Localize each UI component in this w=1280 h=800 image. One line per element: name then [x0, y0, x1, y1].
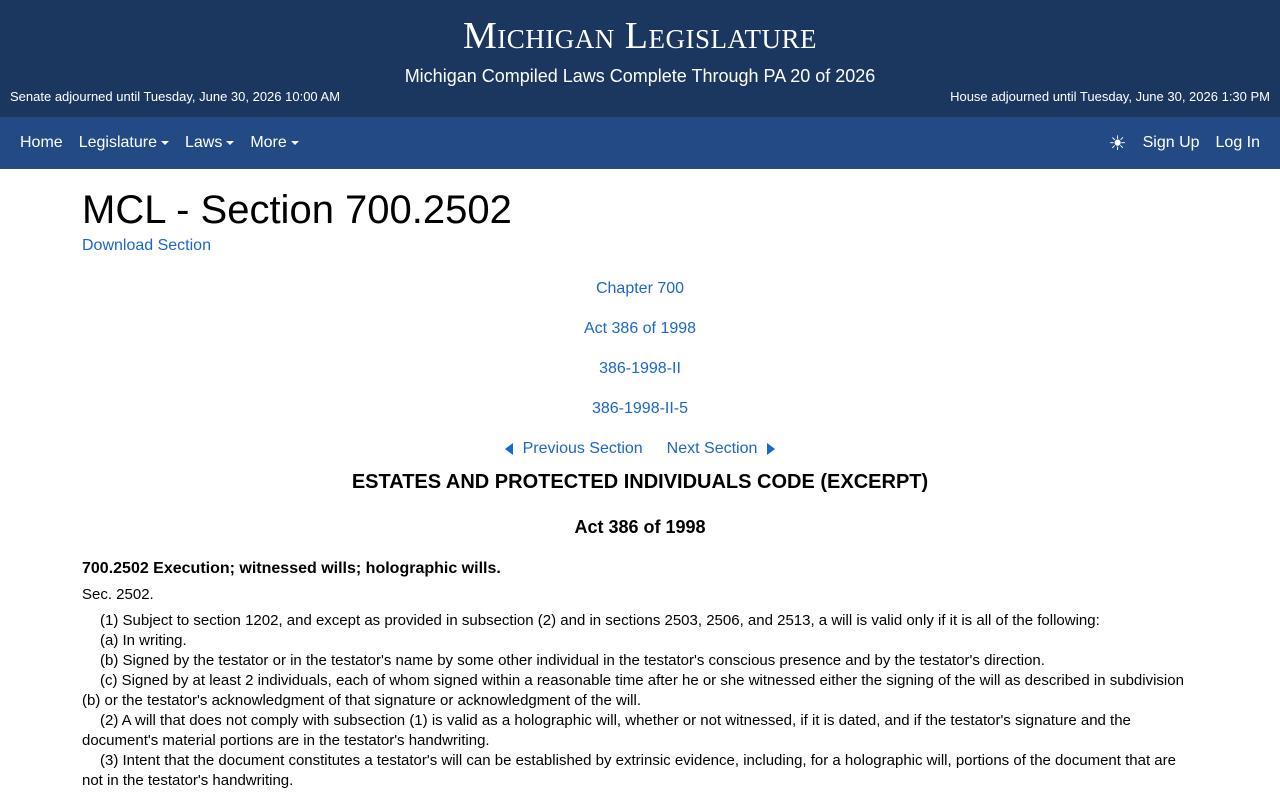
next-section-link[interactable] — [667, 440, 776, 458]
previous-section-label: Previous Section — [522, 440, 643, 457]
main-navbar — [0, 117, 1280, 169]
section-paragraph: (b) Signed by the testator or in the testator's name by some other individual in the testator's conscious presence and by the testator's direction. — [100, 652, 1045, 669]
nav-more-label: More — [250, 134, 287, 151]
section-paragraph: (2) A will that does not comply with subsection (1) is valid as a holographic will, whether or not witnessed, if it is dated, and if the testator's signature and the document's material portions are in the testator's handwriting. — [82, 712, 1131, 749]
section-heading: 700.2502 Execution; witnessed wills; holographic wills. — [82, 560, 501, 577]
triangle-right-icon — [767, 443, 775, 455]
section-number: Sec. 2502. — [82, 586, 154, 603]
section-paragraph: (3) Intent that the document constitutes a testator's will can be established by extrinsic evidence, including, for a holographic will, portions of the document that are not in the testator's handwriting. — [82, 752, 1176, 789]
section-paragraph: (a) In writing. — [100, 632, 187, 649]
top-banner — [0, 0, 1280, 117]
breadcrumb-row — [82, 349, 1198, 389]
code-title: ESTATES AND PROTECTED INDIVIDUALS CODE (EXCERPT) — [351, 471, 929, 493]
nav-left — [20, 134, 315, 152]
nav-legislature-dropdown[interactable] — [79, 134, 169, 152]
breadcrumb-row — [82, 269, 1198, 309]
main-content — [0, 187, 1280, 791]
section-body — [82, 611, 1198, 791]
subpart-link[interactable]: 386-1998-II-5 — [591, 400, 689, 417]
download-section-link[interactable]: Download Section — [82, 237, 211, 254]
section-paragraph: (c) Signed by at least 2 individuals, each of whom signed within a reasonable time after he or she witnessed either the signing of the will as described in subdivision (b) or the testator's acknowledgment of that signature or acknowledgment of the will. — [82, 672, 1184, 709]
section-navigation — [82, 429, 1198, 469]
act-link[interactable]: Act 386 of 1998 — [583, 320, 697, 337]
breadcrumb-row — [82, 389, 1198, 429]
next-section-label: Next Section — [666, 440, 758, 457]
nav-legislature-label: Legislature — [78, 134, 157, 151]
breadcrumb-row — [82, 309, 1198, 349]
triangle-left-icon — [505, 443, 513, 455]
log-in-link[interactable]: Log In — [1215, 134, 1260, 151]
nav-laws-label: Laws — [184, 134, 223, 151]
caret-down-icon — [291, 141, 299, 145]
sign-up-link[interactable]: Sign Up — [1142, 134, 1200, 151]
nav-right — [1109, 131, 1260, 156]
sun-icon[interactable]: ☀ — [1108, 132, 1127, 155]
nav-more-dropdown[interactable] — [250, 134, 298, 152]
previous-section-link[interactable] — [505, 440, 643, 458]
caret-down-icon — [226, 141, 234, 145]
page-title: MCL - Section 700.2502 — [82, 188, 512, 232]
chapter-link[interactable]: Chapter 700 — [595, 280, 685, 297]
breadcrumb-links — [82, 269, 1198, 429]
site-title[interactable]: Michigan Legislature — [463, 15, 817, 57]
senate-status: Senate adjourned until Tuesday, June 30, 2026 10:00 AM — [10, 89, 341, 104]
act-title: Act 386 of 1998 — [574, 517, 706, 537]
nav-home-label: Home — [20, 134, 63, 151]
caret-down-icon — [161, 141, 169, 145]
nav-laws-dropdown[interactable] — [185, 134, 234, 152]
nav-home[interactable] — [20, 134, 63, 152]
section-paragraph: (1) Subject to section 1202, and except as provided in subsection (2) and in sections 2503, 2506, and 2513, a will is valid only if it is all of the following: — [100, 612, 1100, 629]
house-status: House adjourned until Tuesday, June 30, 2026 1:30 PM — [950, 89, 1270, 104]
part-link[interactable]: 386-1998-II — [599, 360, 681, 377]
site-subtitle: Michigan Compiled Laws Complete Through PA 20 of 2026 — [404, 66, 876, 86]
